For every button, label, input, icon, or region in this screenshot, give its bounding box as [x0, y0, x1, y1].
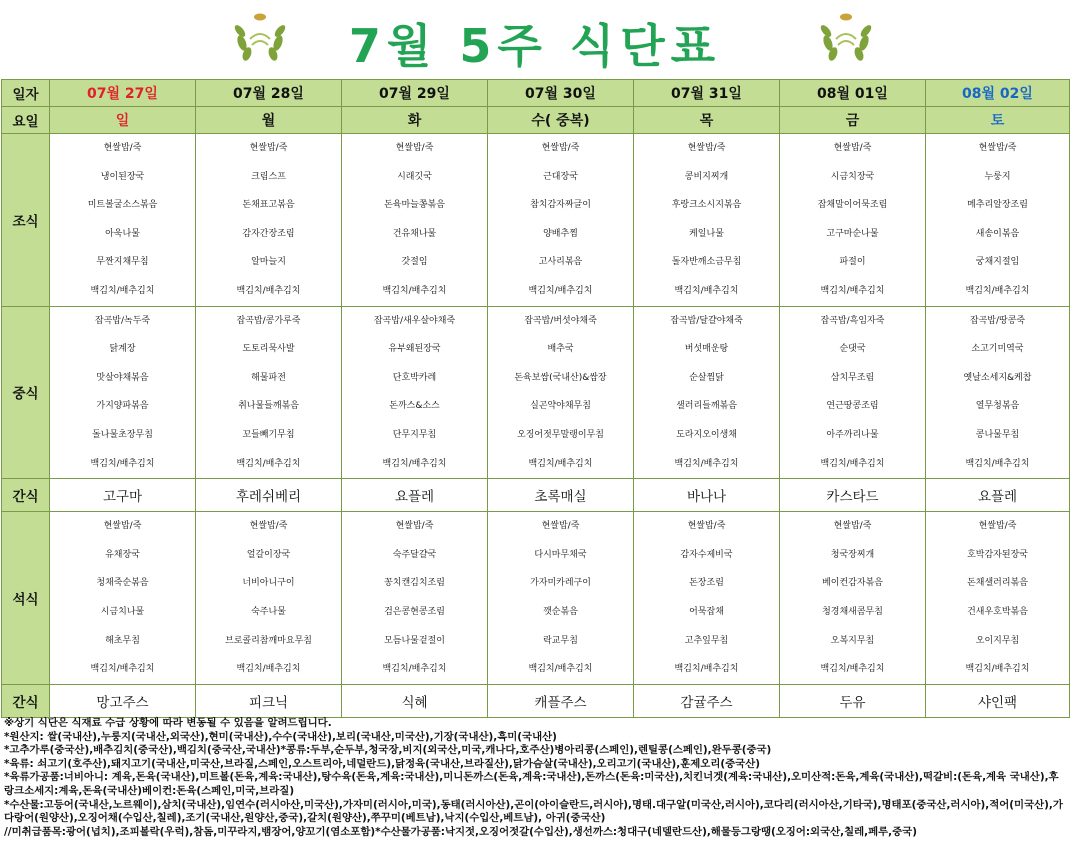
menu-item: 다시마무채국	[534, 549, 587, 560]
breakfast-menu-cell	[196, 134, 342, 307]
menu-item: 고사리볶음	[538, 257, 583, 268]
menu-item-list	[342, 307, 487, 479]
weekday-cell: 토	[926, 107, 1070, 134]
weekday-cell: 일	[50, 107, 196, 134]
dinner-menu-cell	[196, 512, 342, 685]
menu-item: 현쌀밥/죽	[103, 521, 142, 532]
menu-item: 청채죽순볶음	[96, 578, 149, 589]
menu-item: 냉이된장국	[100, 171, 145, 182]
menu-item: 건유채나물	[392, 228, 437, 239]
menu-item-list	[50, 512, 195, 684]
menu-item-list	[342, 512, 487, 684]
note-line: *육류: 쇠고기(호주산),돼지고기(국내산,미국산,브라질,스페인,오스트리아,네덜란드),닭정육(국내산,브라질산),닭가슴살(국내산),오리고기(국내산),훈제오리(중국산)	[4, 757, 760, 770]
menu-item: 버섯매운탕	[684, 344, 729, 355]
menu-item: 백김치/배추김치	[90, 664, 155, 675]
note-line: *수산물:고등어(국내산,노르웨이),삼치(국내산),임연수(러시아산,미국산),가자미(러시아,미국),동태(러시아산),곤이(아이슬란드,러시아),명태.대구알(미국산,러시아),코다리(러시아산,기타국),명태포(중국산,러시아),적어(미국산),가다랑어(원양산),오징어채(수입산,칠레),조기(국내산,원양산,중국),갈치(원양산),쭈꾸미(베트남),낙지(수입산,베트남), 아귀(중국산)	[4, 798, 1063, 825]
menu-item: 시금치나물	[100, 606, 145, 617]
menu-item: 메추리알장조림	[967, 200, 1028, 211]
menu-item: 잡곡밥/흑임자죽	[820, 315, 885, 326]
breakfast-menu-cell	[780, 134, 926, 307]
date-cell: 07월 31일	[634, 80, 780, 107]
menu-item: 잡곡밥/콩가루죽	[236, 315, 301, 326]
snack-cell: 식혜	[342, 684, 488, 717]
snack-cell: 바나나	[634, 479, 780, 512]
menu-item: 콩나물무침	[975, 429, 1020, 440]
menu-item: 케일나물	[689, 228, 724, 239]
menu-item: 돈까스&소스	[389, 401, 440, 412]
menu-item: 잡곡밥/달걀야채죽	[670, 315, 743, 326]
menu-item: 베이컨감자볶음	[822, 578, 883, 589]
menu-item: 어묵잡채	[689, 606, 724, 617]
lunch-menu-cell	[926, 306, 1070, 479]
row-label-snack: 간식	[2, 684, 50, 717]
menu-item: 얼갈이장국	[246, 549, 291, 560]
menu-item: 감자수제비국	[680, 549, 733, 560]
menu-item: 백김치/배추김치	[382, 458, 447, 469]
menu-item: 백김치/배추김치	[528, 458, 593, 469]
snack-cell: 두유	[780, 684, 926, 717]
menu-item: 오징어젓무말랭이무침	[517, 429, 604, 440]
page-title: 7월 5주 식단표	[348, 19, 722, 73]
lunch-menu-cell	[196, 306, 342, 479]
menu-item: 돈육보쌈(국내산)&쌈장	[514, 372, 607, 383]
menu-item: 단호박카레	[392, 372, 437, 383]
menu-item: 현쌀밥/죽	[833, 143, 872, 153]
menu-item: 백김치/배추김치	[90, 458, 155, 469]
menu-item: 삼치무조림	[830, 372, 875, 383]
breakfast-menu-cell	[50, 134, 196, 307]
menu-item: 백김치/배추김치	[382, 285, 447, 296]
menu-item: 백김치/배추김치	[90, 285, 155, 296]
menu-item: 청국장찌개	[830, 549, 875, 560]
menu-item: 백김치/배추김치	[236, 285, 301, 296]
menu-item: 해초무침	[105, 635, 140, 646]
snack-cell: 감귤주스	[634, 684, 780, 717]
note-line: *고추가루(중국산),배추김치(중국산),백김치(중국산,국내산)*콩류:두부,순두부,청국장,비지(외국산,미국,캐나다,호주산)병아리콩(스페인),렌틸콩(스페인),완두콩(중국)	[4, 744, 772, 757]
note-line: *원산지: 쌀(국내산),누룽지(국내산,외국산),현미(국내산),수수(국내산),보리(국내산,미국산),기장(국내산),흑미(국내산)	[4, 730, 557, 743]
menu-item: 고구마순나물	[826, 228, 879, 239]
lunch-menu-cell	[50, 306, 196, 479]
date-cell: 07월 30일	[488, 80, 634, 107]
snack-cell: 후레쉬베리	[196, 479, 342, 512]
menu-item: 꽁치캔김치조림	[384, 578, 445, 589]
date-cell: 08월 02일	[926, 80, 1070, 107]
menu-item: 백김치/배추김치	[820, 664, 885, 675]
menu-item: 고추잎무침	[684, 635, 729, 646]
menu-item: 백김치/배추김치	[236, 458, 301, 469]
menu-item-list	[780, 307, 925, 479]
menu-item: 단무지무침	[392, 429, 437, 440]
weekday-cell: 화	[342, 107, 488, 134]
menu-item: 숙주나물	[251, 606, 286, 617]
menu-item: 오복지무침	[830, 635, 875, 646]
menu-item: 브로콜리참깨마요무침	[225, 635, 312, 646]
menu-item-list	[926, 134, 1069, 306]
menu-item: 백김치/배추김치	[236, 664, 301, 675]
menu-item: 도라지오이생채	[676, 429, 737, 440]
row-label-dinner: 석식	[2, 512, 50, 685]
menu-item: 미트볼굴소스볶음	[87, 200, 158, 211]
menu-item: 깻순볶음	[543, 606, 578, 617]
page-header	[0, 0, 1070, 78]
menu-item: 모듬나물겉절이	[384, 635, 445, 646]
weekday-cell: 수( 중복)	[488, 107, 634, 134]
menu-item: 현쌀밥/죽	[687, 521, 726, 532]
menu-item-list	[780, 134, 925, 306]
menu-item: 돈채샐러리볶음	[967, 578, 1028, 589]
snack-cell: 요플레	[926, 479, 1070, 512]
menu-item-list	[634, 134, 779, 306]
menu-item: 파절이	[839, 257, 866, 268]
menu-item-list	[488, 134, 633, 306]
menu-item: 너비아니구이	[242, 578, 295, 589]
menu-item: 백김치/배추김치	[674, 458, 739, 469]
menu-item: 샐러리들깨볶음	[676, 401, 737, 412]
menu-item: 유부왜된장국	[388, 344, 441, 355]
note-line: *육류가공품:너비아니: 계육,돈육(국내산),미트볼(돈육,계육:국내산),탕수육(돈육,계육:국내산),미니돈까스(돈육,계육:국내산),돈까스(돈육:미국산),치킨너겟(계육:국내산),오미산적:돈육,계육(국내산),떡갈비:(돈육,계육 국내산),후랑크소세지:계육,돈육(국내산)베이컨:돈육(스페인,미국,브라질)	[4, 771, 1059, 797]
menu-item: 현쌀밥/죽	[395, 143, 434, 153]
menu-item: 백김치/배추김치	[674, 664, 739, 675]
menu-item: 잡곡밥/버섯야채죽	[524, 315, 597, 326]
menu-item: 현쌀밥/죽	[249, 521, 288, 532]
meal-plan-table	[1, 79, 1070, 718]
menu-item: 참치감자짜글이	[530, 200, 591, 211]
menu-item: 현쌀밥/죽	[833, 521, 872, 532]
menu-item: 락교무침	[543, 635, 578, 646]
menu-item: 돈육마늘쫑볶음	[384, 200, 445, 211]
menu-item-list	[926, 512, 1069, 684]
menu-item: 감자간장조림	[242, 228, 295, 239]
menu-item-list	[196, 307, 341, 479]
menu-item-list	[926, 307, 1069, 479]
note-line: //미취급품목:광어(넙치),조피볼락(우럭),참돔,미꾸라지,뱀장어,양꼬기(염소포함)*수산물가공품:낙지젓,오징어젓갈(수입산),생선까스:청대구(네델란드산),해물등그랑땡(오징어:외국산,칠레,페루,중국)	[4, 825, 917, 838]
dinner-menu-cell	[488, 512, 634, 685]
menu-item: 오이지무침	[975, 635, 1020, 646]
row-label-lunch: 중식	[2, 306, 50, 479]
footnotes	[4, 717, 1068, 839]
menu-item: 백김치/배추김치	[965, 285, 1030, 296]
dinner-menu-cell	[634, 512, 780, 685]
menu-item: 돌나물초장무침	[92, 429, 153, 440]
menu-item: 새송이볶음	[975, 228, 1020, 239]
menu-item-list	[196, 512, 341, 684]
menu-item: 취나물들깨볶음	[238, 401, 299, 412]
menu-item: 해물파전	[251, 372, 286, 383]
weekday-cell: 금	[780, 107, 926, 134]
menu-item: 맛살야채볶음	[96, 372, 149, 383]
menu-item: 잡곡밥/땅콩죽	[969, 315, 1026, 326]
menu-item: 순댓국	[839, 344, 866, 355]
weekday-cell: 월	[196, 107, 342, 134]
menu-item: 백김치/배추김치	[528, 664, 593, 675]
dinner-menu-cell	[780, 512, 926, 685]
menu-item: 백김치/배추김치	[965, 664, 1030, 675]
menu-item: 아주까리나물	[826, 429, 879, 440]
menu-item: 가자미카레구이	[530, 578, 591, 589]
menu-item-list	[780, 512, 925, 684]
snack-cell: 고구마	[50, 479, 196, 512]
lunch-menu-cell	[342, 306, 488, 479]
menu-item: 현쌀밥/죽	[541, 143, 580, 153]
menu-item: 배추국	[547, 344, 574, 355]
weekday-cell: 목	[634, 107, 780, 134]
menu-item: 도토리묵사발	[242, 344, 295, 355]
menu-item-list	[634, 307, 779, 479]
menu-item: 백김치/배추김치	[528, 285, 593, 296]
menu-item: 근대장국	[543, 171, 578, 182]
dinner-menu-cell	[50, 512, 196, 685]
menu-item: 현쌀밥/죽	[249, 143, 288, 153]
menu-item: 청경채새콤무침	[822, 606, 883, 617]
menu-item: 현쌀밥/죽	[541, 521, 580, 532]
snack-cell: 망고주스	[50, 684, 196, 717]
menu-item: 실곤약야채무침	[530, 401, 591, 412]
menu-item: 백김치/배추김치	[820, 458, 885, 469]
date-cell: 08월 01일	[780, 80, 926, 107]
menu-item: 백김치/배추김치	[820, 285, 885, 296]
menu-item: 크림스프	[251, 171, 286, 182]
menu-item: 현쌀밥/죽	[103, 143, 142, 153]
menu-item-list	[488, 512, 633, 684]
menu-item: 누룽지	[984, 171, 1011, 182]
row-label-day: 요일	[2, 107, 50, 134]
menu-item: 돈장조림	[689, 578, 724, 589]
menu-item: 갓절임	[401, 257, 428, 268]
snack-cell: 피크닉	[196, 684, 342, 717]
snack-cell: 캐플주스	[488, 684, 634, 717]
menu-item: 아욱나물	[105, 228, 140, 239]
menu-item: 닭계장	[109, 344, 136, 355]
menu-item: 현쌀밥/죽	[978, 521, 1017, 532]
menu-item: 양배추찜	[543, 228, 578, 239]
menu-item: 백김치/배추김치	[965, 458, 1030, 469]
menu-item: 순살찜닭	[689, 372, 724, 383]
breakfast-menu-cell	[488, 134, 634, 307]
menu-item-list	[634, 512, 779, 684]
menu-item: 잡곡밥/녹두죽	[94, 315, 151, 326]
menu-item: 연근땅콩조림	[826, 401, 879, 412]
menu-item: 콩비지찌개	[684, 171, 729, 182]
menu-item: 열무청볶음	[975, 401, 1020, 412]
menu-item: 유채장국	[105, 549, 140, 560]
menu-item: 현쌀밥/죽	[395, 521, 434, 532]
menu-item: 옛날소세지&케찹	[963, 372, 1032, 383]
snack-cell: 샤인팩	[926, 684, 1070, 717]
menu-item: 가지양파볶음	[96, 401, 149, 412]
menu-item: 소고기미역국	[971, 344, 1024, 355]
menu-item-list	[50, 134, 195, 306]
menu-item: 알마늘지	[251, 257, 286, 268]
lunch-menu-cell	[634, 306, 780, 479]
menu-item: 검은콩현콩조림	[384, 606, 445, 617]
menu-item: 현쌀밥/죽	[978, 143, 1017, 153]
menu-item: 꼬들빼기무침	[242, 429, 295, 440]
menu-item: 백김치/배추김치	[382, 664, 447, 675]
menu-item: 잡곡밥/새우살야채죽	[373, 315, 456, 326]
menu-item: 돈채표고볶음	[242, 200, 295, 211]
menu-item: 시래깃국	[397, 171, 432, 182]
lunch-menu-cell	[488, 306, 634, 479]
menu-item: 건새우호박볶음	[967, 606, 1028, 617]
menu-item: 호박감자된장국	[967, 549, 1028, 560]
row-label-breakfast: 조식	[2, 134, 50, 307]
menu-item: 백김치/배추김치	[674, 285, 739, 296]
menu-item-list	[50, 307, 195, 479]
date-cell: 07월 28일	[196, 80, 342, 107]
menu-item-list	[196, 134, 341, 306]
menu-item-list	[488, 307, 633, 479]
row-label-snack: 간식	[2, 479, 50, 512]
breakfast-menu-cell	[342, 134, 488, 307]
menu-item: 후랑크소시지볶음	[671, 200, 742, 211]
dinner-menu-cell	[342, 512, 488, 685]
menu-item: 무짠지채무침	[96, 257, 149, 268]
menu-item: 현쌀밥/죽	[687, 143, 726, 153]
menu-item: 시금치장국	[830, 171, 875, 182]
date-cell: 07월 27일	[50, 80, 196, 107]
lunch-menu-cell	[780, 306, 926, 479]
date-cell: 07월 29일	[342, 80, 488, 107]
breakfast-menu-cell	[926, 134, 1070, 307]
menu-item: 돌자반깨소금무침	[671, 257, 742, 268]
note-line: ※상기 식단은 식재료 수급 상황에 따라 변동될 수 있음을 알려드립니다.	[4, 717, 332, 729]
snack-cell: 초록매실	[488, 479, 634, 512]
menu-item: 잡채말이어묵조림	[817, 200, 888, 211]
menu-item: 궁채지절임	[975, 257, 1020, 268]
snack-cell: 카스타드	[780, 479, 926, 512]
snack-cell: 요플레	[342, 479, 488, 512]
dinner-menu-cell	[926, 512, 1070, 685]
row-label-date: 일자	[2, 80, 50, 107]
wreath-logo-icon	[816, 9, 876, 69]
menu-item-list	[342, 134, 487, 306]
menu-item: 숙주달걀국	[392, 549, 437, 560]
breakfast-menu-cell	[634, 134, 780, 307]
